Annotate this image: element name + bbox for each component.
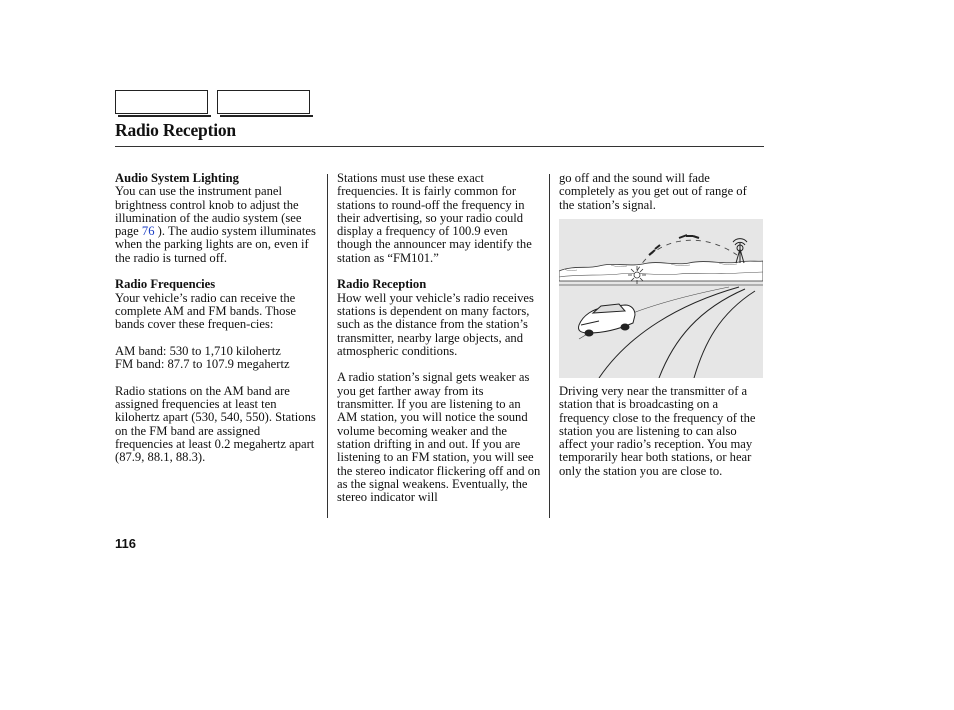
- paragraph-fade: go off and the sound will fade completely as you get out of range of the station’s signal.: [559, 171, 747, 212]
- car-driving-illustration: [559, 219, 763, 378]
- column-divider: [549, 174, 550, 518]
- paragraph-frequencies: Your vehicle’s radio can receive the complete AM and FM bands. Those bands cover these frequen-cies:: [115, 290, 296, 332]
- page-title: Radio Reception: [115, 120, 236, 140]
- fm-band: FM band: 87.7 to 107.9 megahertz: [115, 357, 290, 372]
- page-number: 116: [115, 536, 136, 551]
- paragraph-exact-frequencies: Stations must use these exact frequencies. It is fairly common for stations to round-off the frequency in their advertising, so your radio could display a frequency of 100.9 even though the announcer may identify the station as “FM101.”: [337, 171, 532, 265]
- heading-radio-frequencies: Radio Frequencies: [115, 277, 216, 292]
- nav-button-next[interactable]: [217, 90, 310, 114]
- title-divider: [115, 146, 764, 147]
- column-1: [115, 172, 321, 465]
- radio-reception-illustration: [559, 219, 763, 378]
- paragraph-near-transmitter: Driving very near the transmitter of a station that is broadcasting on a frequency close to the frequency of the station you are listening to can also affect your radio’s reception. You may temporarily hear both stations, or hear only the station you are close to.: [559, 384, 756, 478]
- heading-radio-reception: Radio Reception: [337, 277, 427, 292]
- paragraph-signal: A radio station’s signal gets weaker as you get farther away from its transmitter. If you are listening to an AM station, you will notice the sound volume becoming weaker and the station drifting in and out. If you are listening to an FM station, you will see the stereo indicator flickering off and on as the signal weakens. Eventually, the stereo indicator will: [337, 370, 541, 505]
- audio-lighting-text-2: ). The audio system illuminates when the parking lights are on, even if the radio is turned off.: [115, 224, 316, 265]
- nav-button-previous[interactable]: [115, 90, 208, 114]
- page-link[interactable]: 76: [141, 224, 155, 239]
- am-band: AM band: 530 to 1,710 kilohertz: [115, 343, 281, 358]
- paragraph-reception: How well your vehicle’s radio receives stations is dependent on many factors, such as the distance from the station’s transmitter, nearby large objects, and atmospheric conditions.: [337, 290, 534, 358]
- audio-lighting-text-1: You can use the instrument panel brightness control knob to adjust the illumination of the audio system (see page: [115, 184, 302, 239]
- column-2: [337, 172, 543, 504]
- paragraph-audio-lighting: [115, 185, 321, 265]
- column-divider: [327, 174, 328, 518]
- column-3: [559, 172, 764, 212]
- paragraph-stations: Radio stations on the AM band are assigned frequencies at least ten kilohertz apart (530, 540, 550). Stations on the FM band are assigned frequencies at least 0.2 megahertz apart (87.9, 88.1, 88.3).: [115, 383, 316, 465]
- heading-audio-system-lighting: Audio System Lighting: [115, 171, 239, 185]
- column-3-lower: [559, 385, 764, 478]
